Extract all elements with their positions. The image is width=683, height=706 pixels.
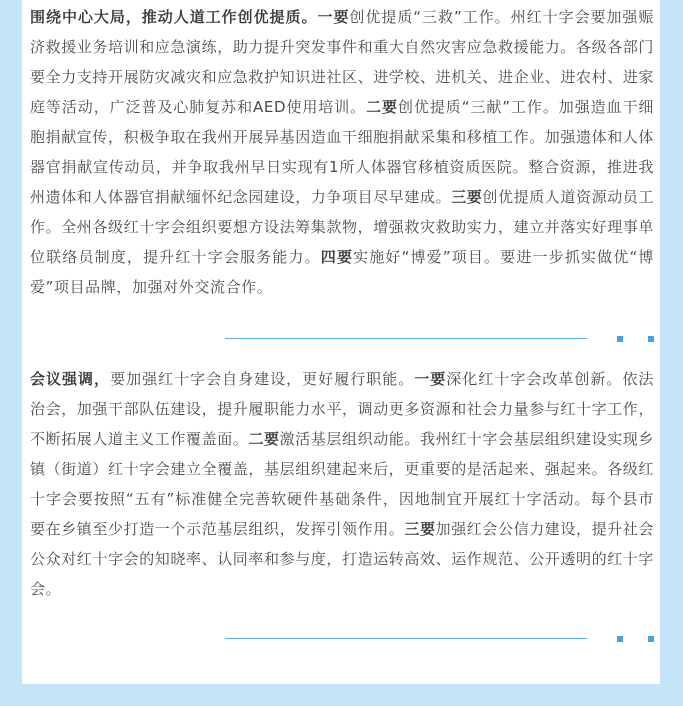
paragraph-lead: 围绕中心大局，推动人道工作创优提质。 <box>30 8 318 26</box>
section-divider-line <box>225 338 587 339</box>
divider-dot <box>648 336 654 342</box>
point-label: 四要 <box>320 248 354 266</box>
point-label: 二要 <box>366 98 398 116</box>
point-text: 深化红十字会改革创新。依法治会，加强干部队伍建设，提升履职能力水平，调动更多资源和社会力量参与红十字工作，不断拓展人道主义工作覆盖面。 <box>30 370 655 448</box>
divider-dot <box>648 636 654 642</box>
point-label: 三要 <box>451 188 483 206</box>
point-text: 创优提质“三献”工作。加强造血干细胞捐献宣传，积极争取在我州开展异基因造血干细胞捐献采集和移植工作。加强遗体和人体器官捐献宣传动员，并争取我州早日实现有1所人体器官移植资质医院。整合资源，推进我州遗体和人体器官捐献缅怀纪念园建设，力争项目尽早建成。 <box>30 98 655 206</box>
paragraph-intro: 要加强红十字会自身建设，更好履行职能。 <box>110 370 415 388</box>
point-text: 创优提质人道资源动员工作。全州各级红十字会组织要想方设法筹集款物，增强救灾救助实力，建立并落实好理事单位联络员制度，提升红十字会服务能力。 <box>30 188 655 266</box>
paragraph-center-work <box>30 2 654 302</box>
point-text: 实施好“博爱”项目。要进一步抓实做优“博爱”项目品牌，加强对外交流合作。 <box>30 248 654 296</box>
divider-dot <box>617 636 623 642</box>
point-text: 加强红会公信力建设，提升社会公众对红十字会的知晓率、认同率和参与度，打造运转高效、运作规范、公开透明的红十字会。 <box>30 520 655 598</box>
paragraph-lead: 会议强调， <box>30 370 111 388</box>
point-label: 三要 <box>404 520 436 538</box>
point-label: 一要 <box>317 8 350 26</box>
point-label: 二要 <box>248 430 280 448</box>
point-text: 激活基层组织动能。我州红十字会基层组织建设实现乡镇（街道）红十字会建立全覆盖，基层组织建起来后，更重要的是活起来、强起来。各级红十字会要按照“五有”标准健全完善软硬件基础条件，因地制宜开展红十字活动。每个县市要在乡镇至少打造一个示范基层组织，发挥引领作用。 <box>30 430 655 538</box>
section-divider-line <box>225 638 587 639</box>
divider-dot <box>617 336 623 342</box>
article-card <box>22 0 660 684</box>
point-text: 创优提质“三救”工作。州红十字会要加强赈济救援业务培训和应急演练，助力提升突发事件和重大自然灾害应急救援能力。各级各部门要全力支持开展防灾减灾和应急救护知识进社区、进学校、进机关、进企业、进农村、进家庭等活动，广泛普及心肺复苏和AED使用培训。 <box>30 8 655 116</box>
paragraph-meeting-emphasis <box>30 364 654 604</box>
point-label: 一要 <box>414 370 447 388</box>
